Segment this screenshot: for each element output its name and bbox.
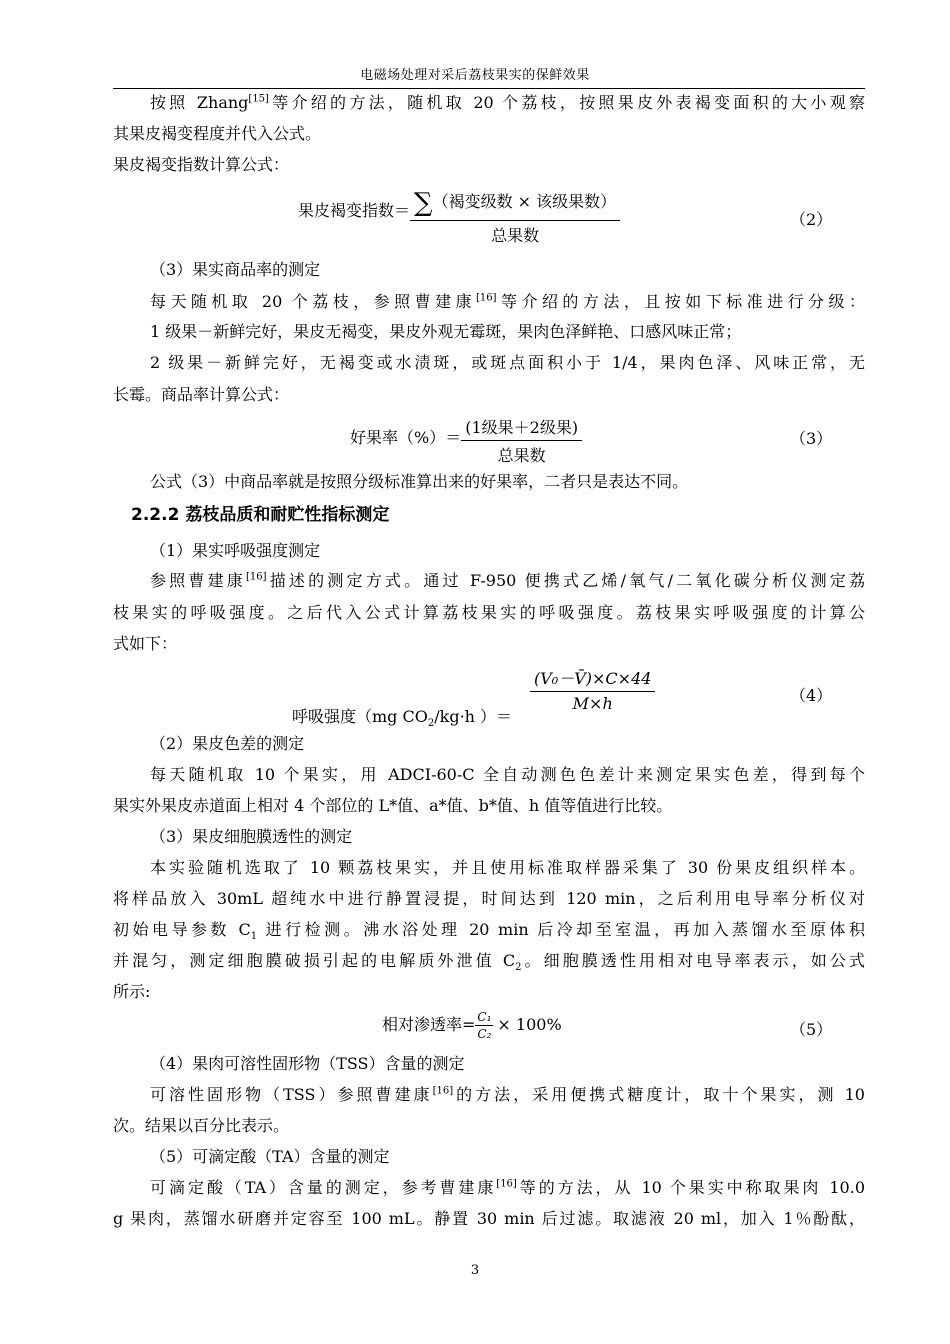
paragraph-line: 所示: (113, 982, 151, 1001)
section-title: （2）果皮色差的测定 (150, 734, 305, 753)
paragraph-line: 每天随机取 20 个荔枝，参照曹建康[16]等介绍的方法，且按如下标准进行分级： (150, 292, 865, 311)
paragraph-line: 本实验随机选取了 10 颗荔枝果实，并且使用标准取样器采集了 30 份果皮组织样本。 (150, 858, 865, 877)
paragraph-line: 枝果实的呼吸强度。之后代入公式计算荔枝果实的呼吸强度。荔枝果实呼吸强度的计算公 (113, 603, 865, 622)
paragraph-line: 公式（3）中商品率就是按照分级标准算出来的好果率，二者只是表达不同。 (150, 472, 689, 491)
citation: [16] (432, 1085, 454, 1097)
paragraph-line: 可溶性固形物（TSS）参照曹建康[16]的方法，采用便携式糖度计，取十个果实，测 10 (150, 1085, 865, 1104)
section-title: （1）果实呼吸强度测定 (150, 541, 321, 560)
paragraph-line: 次。结果以百分比表示。 (113, 1116, 290, 1135)
citation: [16] (476, 292, 497, 304)
paragraph-line: 按照 Zhang[15]等介绍的方法，随机取 20 个荔枝，按照果皮外表褐变面积的大小观察 (150, 93, 865, 112)
equation-3: 好果率（%）＝ $\frac{\text{(1级果＋2级果)}}{\text{总果数}}$ (350, 415, 582, 466)
paragraph-line: 式如下： (113, 634, 178, 653)
paragraph-line: 并混匀，测定细胞膜破损引起的电解质外泄值 $C_2$。细胞膜透性用相对电导率表示，如公式 (113, 951, 865, 974)
paragraph-line: 其果皮褐变程度并代入公式。 (113, 124, 322, 143)
running-header: 电磁场处理对采后荔枝果实的保鲜效果 (360, 68, 590, 83)
paragraph-line: 1 级果－新鲜完好，果皮无褐变，果皮外观无霉斑，果肉色泽鲜艳、口感风味正常； (150, 322, 742, 341)
equation-number: （2） (790, 210, 833, 229)
equation-number: （5） (790, 1020, 833, 1039)
equation-number: （4） (790, 686, 833, 705)
section-title: （5）可滴定酸（TA）含量的测定 (150, 1147, 390, 1166)
equation-2: 果皮褐变指数＝ $\frac{\text{∑（褐变级数 × 该级果数）}}{\text{总果数}}$ (298, 188, 620, 246)
paragraph-line: 初始电导参数 $C_1$ 进行检测。沸水浴处理 20 min 后冷却至室温，再加入蒸馏水至原体积 (113, 920, 865, 943)
paragraph-line: 参照曹建康[16]描述的测定方式。通过 F-950 便携式乙烯/氧气/二氧化碳分析仪测定荔 (150, 571, 865, 590)
subsection-heading: 2.2.2 荔枝品质和耐贮性指标测定 (131, 505, 390, 525)
page-number: 3 (470, 1263, 480, 1278)
paragraph-line: 长霉。商品率计算公式： (113, 385, 290, 404)
section-title: （4）果肉可溶性固形物（TSS）含量的测定 (150, 1054, 465, 1073)
header-rule (113, 88, 865, 89)
equation-number: （3） (790, 429, 833, 448)
citation: [15] (248, 93, 269, 105)
paragraph-line: 每天随机取 10 个果实，用 ADCI-60-C 全自动测色色差计来测定果实色差，得到每个 (150, 765, 865, 784)
equation-4-fraction: $\frac{\text{(V₀－V̄)×C×44}}{M\times h}$ (530, 666, 655, 713)
equation-5: 相对渗透率= $\frac{\text{C₁}}{\text{C₂}}$ × 100% (382, 1010, 562, 1041)
paragraph-line: 果实外果皮赤道面上相对 4 个部位的 L*值、a*值、b*值、h 值等值进行比较。 (113, 796, 673, 815)
citation: [16] (246, 571, 267, 583)
citation: [16] (496, 1178, 517, 1190)
section-title: （3）果实商品率的测定 (150, 260, 321, 279)
section-title: （3）果皮细胞膜透性的测定 (150, 827, 353, 846)
equation-4-lhs: 呼吸强度（mg $CO_2/kg\cdot h$ ）＝ (292, 707, 513, 730)
paragraph-line: g 果肉，蒸馏水研磨并定容至 100 mL。静置 30 min 后过滤。取滤液 20 ml，加入 1％酚酞， (113, 1209, 865, 1228)
paragraph-line: 2 级果－新鲜完好，无褐变或水渍斑，或斑点面积小于 1/4，果肉色泽、风味正常，无 (150, 353, 865, 372)
paragraph-line: 将样品放入 30mL 超纯水中进行静置浸提，时间达到 120 min，之后利用电导率分析仪对 (113, 889, 865, 908)
paragraph-line: 可滴定酸（TA）含量的测定，参考曹建康[16]等的方法，从 10 个果实中称取果肉 10.0 (150, 1178, 866, 1197)
paragraph-line: 果皮褐变指数计算公式： (113, 155, 290, 174)
